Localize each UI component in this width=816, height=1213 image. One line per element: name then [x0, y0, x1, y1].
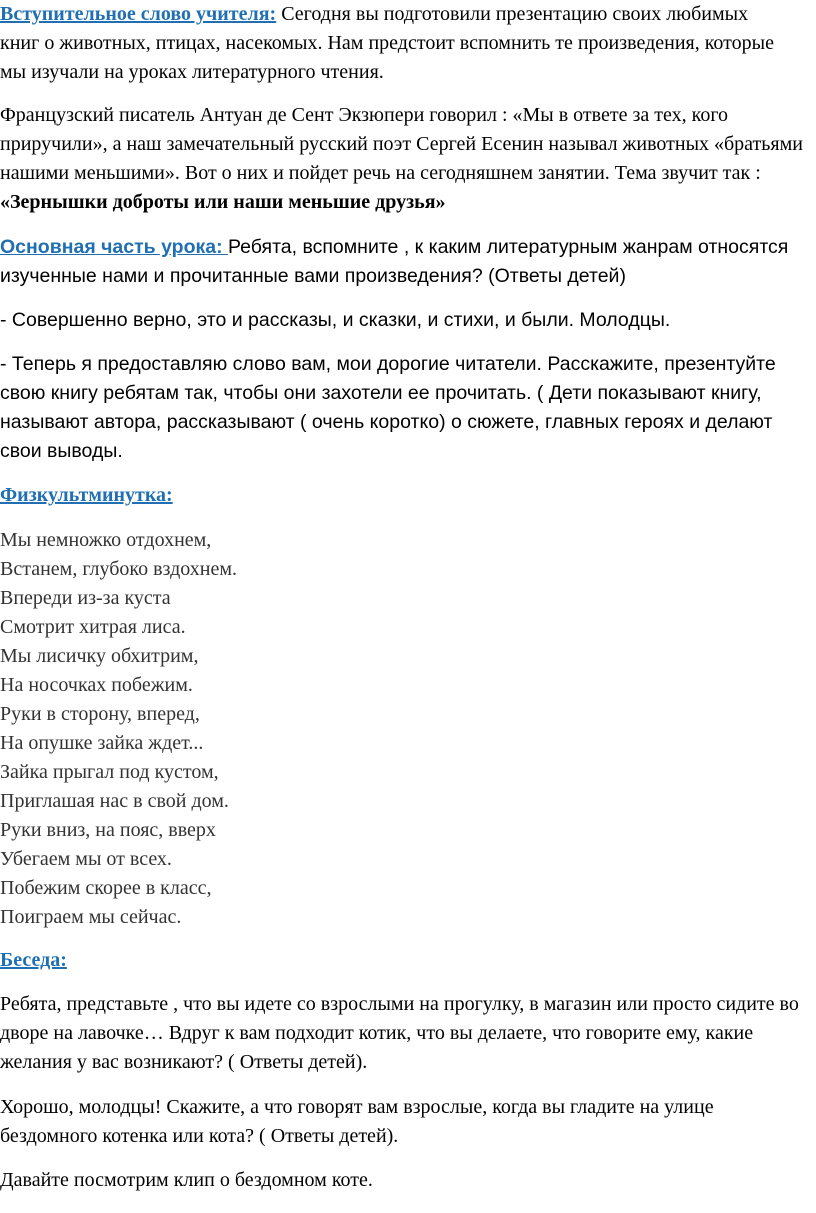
talk-heading: Беседа:	[0, 949, 67, 971]
poem-line: Побежим скорее в класс,	[0, 877, 212, 899]
poem-line: Мы немножко отдохнем,	[0, 529, 212, 551]
talk-text-1: Ребята, представьте , что вы идете со взрослыми на прогулку, в магазин или просто сидите во дворе на лавочке… Вдруг к вам подходит котик, что вы делаете, что говорите ему, какие желания у вас возникают? ( Ответы детей).	[0, 993, 799, 1073]
exercise-poem	[0, 526, 816, 932]
poem-line: Поиграем мы сейчас.	[0, 906, 182, 928]
poem-line: Зайка прыгал под кустом,	[0, 761, 219, 783]
lesson-topic: «Зернышки доброты или наши меньшие друзья»	[0, 191, 446, 213]
poem-line: Встанем, глубоко вздохнем.	[0, 558, 237, 580]
intro-text: Сегодня вы подготовили презентацию своих любимых книг о животных, птицах, насекомых. Нам предстоит вспомнить те произведения, которые мы изучали на уроках литературного чтения.	[0, 3, 774, 83]
intro-heading: Вступительное слово учителя:	[0, 3, 277, 25]
task-text: - Теперь я предоставляю слово вам, мои дорогие читатели. Расскажите, презентуйте свою книгу ребятам так, чтобы они захотели ее прочитать. ( Дети показывают книгу, называют автора, рассказывают ( очень коротко) о сюжете, главных героях и делают свои выводы.	[0, 353, 776, 462]
poem-line: Руки в сторону, вперед,	[0, 703, 200, 725]
intro-paragraph	[0, 0, 780, 87]
main-part-text: Ребята, вспомните , к каким литературным жанрам относятся изученные нами и прочитанные вами произведения? (Ответы детей)	[0, 236, 789, 287]
poem-line: Впереди из-за куста	[0, 587, 171, 609]
talk-heading-paragraph	[0, 946, 816, 975]
poem-line: Приглашая нас в свой дом.	[0, 790, 229, 812]
main-part-paragraph	[0, 233, 816, 291]
answer-paragraph	[0, 306, 816, 335]
answer-text: - Совершенно верно, это и рассказы, и сказки, и стихи, и были. Молодцы.	[0, 309, 671, 331]
talk-paragraph-1	[0, 990, 800, 1077]
talk-text-2: Хорошо, молодцы! Скажите, а что говорят вам взрослые, когда вы гладите на улице бездомного котенка или кота? ( Ответы детей).	[0, 1096, 714, 1147]
talk-paragraph-2	[0, 1093, 800, 1151]
talk-text-3: Давайте посмотрим клип о бездомном коте.	[0, 1169, 373, 1191]
task-paragraph	[0, 350, 800, 466]
quote-paragraph	[0, 101, 812, 217]
poem-line: Руки вниз, на пояс, вверх	[0, 819, 216, 841]
poem-line: Мы лисичку обхитрим,	[0, 645, 199, 667]
poem-line: На опушке зайка ждет...	[0, 732, 204, 754]
poem-line: На носочках побежим.	[0, 674, 193, 696]
main-part-heading: Основная часть урока:	[0, 236, 229, 258]
poem-line: Смотрит хитрая лиса.	[0, 616, 186, 638]
exercise-heading: Физкультминутка:	[0, 484, 173, 506]
talk-paragraph-3	[0, 1166, 800, 1195]
quote-text: Французский писатель Антуан де Сент Экзюпери говорил : «Мы в ответе за тех, кого приручили», а наш замечательный русский поэт Сергей Есенин называл животных «братьями нашими меньшими». Вот о них и пойдет речь на сегодняшнем занятии. Тема звучит так :	[0, 104, 803, 184]
exercise-heading-paragraph	[0, 481, 816, 510]
poem-line: Убегаем мы от всех.	[0, 848, 172, 870]
